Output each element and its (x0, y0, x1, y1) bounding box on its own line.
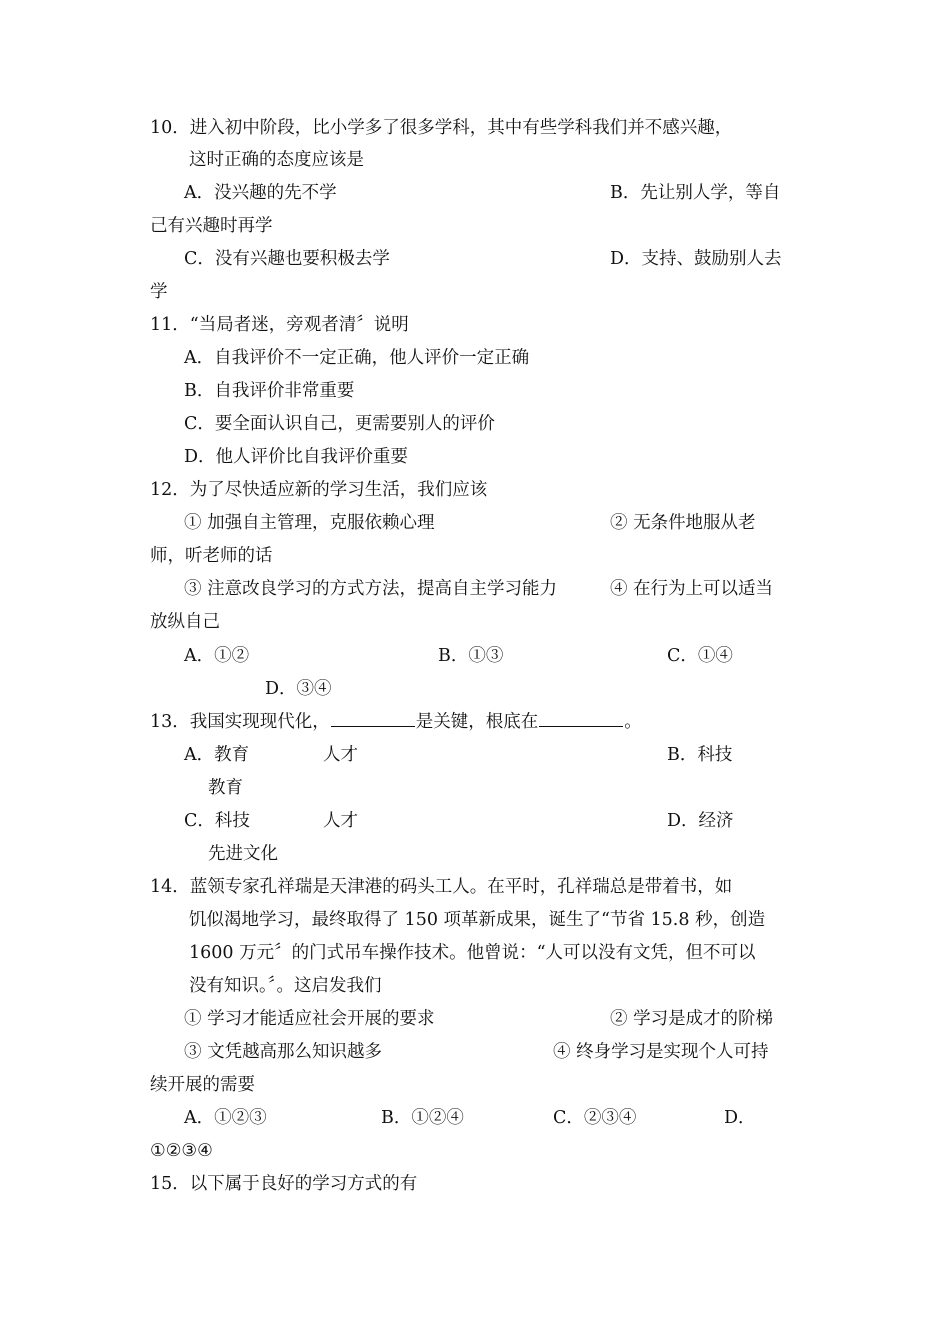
q14-statement-2: ② 学习是成才的阶梯 (610, 1009, 774, 1029)
q10-option-d-wrap: 学 (150, 282, 168, 302)
q13-option-c-label: C．科技 (184, 811, 250, 831)
q12-statement-2: ② 无条件地服从老 (610, 513, 756, 533)
q14-stem-2: 饥似渴地学习，最终取得了 150 项革新成果，诞生了“节省 15.8 秒，创造 (189, 910, 766, 930)
q12-number: 12． (150, 480, 190, 500)
q10-option-a: A．没兴趣的先不学 (184, 183, 337, 203)
q12-statement-4-wrap: 放纵自己 (150, 612, 220, 632)
q10-line-1 (150, 116, 732, 140)
q13-stem-part-3: 。 (624, 712, 642, 732)
q14-option-a: A．①②③ (184, 1108, 267, 1128)
q13-option-a-value: 人才 (323, 745, 358, 765)
q14-statement-1: ① 学习才能适应社会开展的要求 (184, 1009, 435, 1029)
q13-option-b-label: B．科技 (667, 745, 733, 765)
q15-stem: 以下属于良好的学习方式的有 (189, 1174, 418, 1194)
q14-number: 14． (150, 877, 190, 897)
q14-stem-4: 没有知识。〞。这启发我们 (189, 976, 382, 996)
q10-option-d: D．支持、鼓励别人去 (610, 249, 782, 269)
q11-option-d: D．他人评价比自我评价重要 (184, 447, 409, 467)
q13-blank-2 (539, 710, 623, 727)
q14-option-d-wrap: ①②③④ (150, 1141, 213, 1161)
q11-option-c: C．要全面认识自己，更需要别人的评价 (184, 414, 495, 434)
q10-stem: 进入初中阶段，比小学多了很多学科，其中有些学科我们并不感兴趣， (189, 118, 733, 138)
q14-line-1 (150, 875, 732, 899)
q15-line (150, 1172, 417, 1196)
q12-option-d: D．③④ (265, 679, 332, 699)
q14-statement-3: ③ 文凭越高那么知识越多 (184, 1042, 383, 1062)
q13-option-c-value: 人才 (323, 811, 358, 831)
q13-option-a-label: A．教育 (184, 745, 250, 765)
q13-line (150, 710, 642, 734)
q14-statement-4-wrap: 续开展的需要 (150, 1075, 255, 1095)
q12-statement-1: ① 加强自主管理，克服依赖心理 (184, 513, 435, 533)
q14-statement-4: ④ 终身学习是实现个人可持 (553, 1042, 769, 1062)
q13-number: 13． (150, 712, 190, 732)
q11-number: 11． (150, 315, 190, 335)
q12-statement-3: ③ 注意改良学习的方式方法，提高自主学习能力 (184, 579, 558, 599)
q12-statement-2-wrap: 师，听老师的话 (150, 546, 273, 566)
q12-stem: 为了尽快适应新的学习生活，我们应该 (189, 480, 488, 500)
q13-option-b-value: 教育 (208, 778, 243, 798)
q13-stem-part-2: 是关键，根底在 (415, 712, 539, 732)
q14-option-b: B．①②④ (381, 1108, 464, 1128)
q10-option-b: B．先让别人学，等自 (610, 183, 781, 203)
q12-statement-4: ④ 在行为上可以适当 (610, 579, 774, 599)
q11-option-a: A．自我评价不一定正确，他人评价一定正确 (184, 348, 530, 368)
q10-number: 10． (150, 118, 190, 138)
q12-option-c: C．①④ (667, 646, 733, 666)
q12-option-a: A．①② (184, 646, 250, 666)
q14-stem-3: 1600 万元〞的门式吊车操作技术。他曾说：“人可以没有文凭，但不可以 (189, 943, 756, 963)
q13-option-d-label: D．经济 (667, 811, 734, 831)
q15-number: 15． (150, 1174, 190, 1194)
q11-option-b: B．自我评价非常重要 (184, 381, 355, 401)
q12-option-b: B．①③ (438, 646, 504, 666)
q13-stem-part-1: 我国实现现代化， (189, 712, 330, 732)
q11-line (150, 313, 409, 337)
q14-stem-1: 蓝领专家孔祥瑞是天津港的码头工人。在平时，孔祥瑞总是带着书，如 (189, 877, 733, 897)
q10-stem-cont: 这时正确的态度应该是 (189, 150, 364, 170)
q11-stem: “当局者迷，旁观者清〞说明 (189, 315, 409, 335)
q12-line (150, 478, 487, 502)
q10-option-b-wrap: 己有兴趣时再学 (150, 216, 273, 236)
q10-option-c: C．没有兴趣也要积极去学 (184, 249, 390, 269)
q13-blank-1 (331, 710, 415, 727)
q13-option-d-value: 先进文化 (208, 844, 278, 864)
q14-option-c: C．②③④ (553, 1108, 637, 1128)
q14-option-d: D． (724, 1108, 756, 1128)
